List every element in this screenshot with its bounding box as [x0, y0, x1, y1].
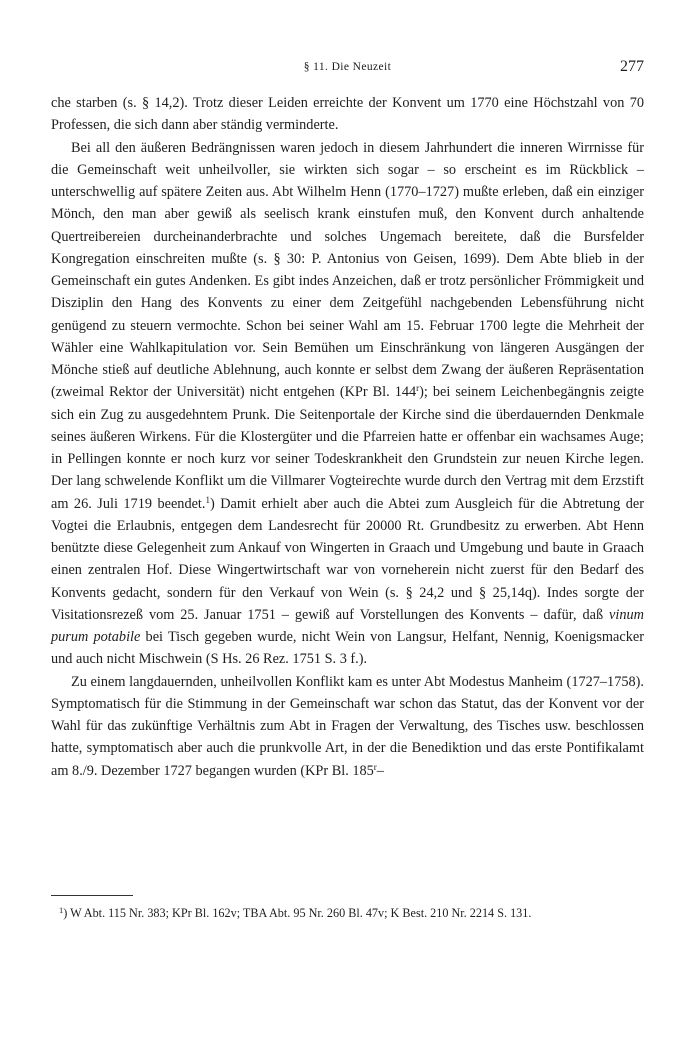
superscript: r — [416, 383, 420, 394]
text-fragment: – — [376, 762, 384, 779]
paragraph — [51, 137, 648, 671]
text-fragment: Bei all den äußeren Bedrängnissen waren jedoch in diesem Jahrhundert die inneren Wirrnisse für die Gemeinschaft weit unheilvoller, sie wirkten sich sogar – so erscheint es im Rückblick – unterschwellig auf spätere Zeiten aus. Abt Wilhelm Henn (1770–1727) mußte erleben, daß ein einziger Mönch, den man aber gewiß als seelisch krank einstufen muß, den Konvent durch anhaltende Quertreibereien durcheinanderbrachte und solches Ungemach bereitete, daß die Bursfelder Kongregation einschreiten mußte (s. § 30: P. Antonius von Geisen, 1699). Dem Abte blieb in der Gemeinschaft ein gutes Andenken. Es gibt indes Anzeichen, daß er trotz persönlicher Frömmigkeit und Disziplin den Hang des Konvents zu einer dem Zeitgefühl nachgebenden Lebensführung nicht genügend zu steuern vermochte. Schon bei seiner Wahl am 15. Februar 1700 legte die Mehrheit der Wähler eine Wahlkapitulation vor. Sein Bemühen um Einschränkung von längeren Ausgängen der Mönche stieß auf deutliche Ablehnung, auch konnte er selbst dem Zwang der äußeren Repräsentation (zweimal Rektor der Universität) nicht entgehen (KPr Bl. 144 — [51, 139, 648, 401]
superscript: v — [378, 906, 385, 920]
superscript: r — [373, 761, 377, 772]
text-fragment: che starben (s. § 14,2). Trotz dieser Leiden erreichte der Konvent um 1770 eine Höchstzahl von 70 Professen, die sich dann aber ständig verminderte. — [51, 95, 648, 134]
body-text — [51, 92, 648, 782]
page-header — [51, 58, 644, 82]
paragraph — [51, 92, 648, 137]
page-number: 277 — [620, 58, 644, 75]
paragraph — [51, 671, 648, 782]
text-fragment: Zu einem langdauernden, unheilvollen Konflikt kam es unter Abt Modestus Manheim (1727–1758). Symptomatisch für die Stimmung in der Gemeinschaft war schon das Statut, das der Konvent vor der Wahl für das zukünftige Verhältnis zum Abt in Fragen der Verwaltung, des Tisches usw. beschlossen hatte, symptomatisch aber auch die prunkvolle Art, in der die Benediktion und das erste Pontifikalamt am 8./9. Dezember 1727 begangen wurden (KPr Bl. 185 — [51, 673, 648, 779]
running-head: § 11. Die Neuzeit — [303, 61, 392, 73]
text-fragment: ) Damit erhielt aber auch die Abtei zum Ausgleich für die Abtretung der Vogtei die Erlaubnis, entgegen dem Landesrecht für 20000 Rt. Grundbesitz zu erwerben. Abt Henn benützte diese Gelegenheit zum Ankauf von Wingerten in Graach und Umgebung und baute in Graach einen zentralen Hof. Diese Wingertwirtschaft war von vorneherein nicht zuerst für den Bedarf des Konvents gedacht, sondern für den Verkauf von Wein (s. § 24,2 und § 25,14q). Indes sorgte der Visitationsrezeß vom 25. Januar 1751 – gewiß auf Vorstellungen des Konvents – dafür, daß — [51, 495, 648, 623]
text-fragment: ; TBA Abt. 95 Nr. 260 Bl. 47 — [236, 906, 379, 920]
footnote-divider — [51, 895, 133, 896]
footnote — [51, 904, 644, 923]
text-fragment: ); bei seinem Leichenbegängnis zeigte sich ein Zug zu ausgedehntem Prunk. Die Seitenportale der Kirche sind die überdauernden Denkmale seines äußeren Wirkens. Für die Klostergüter und die Pfarreien hatte er offenbar ein wachsames Auge; in Pellingen konnte er noch kurz vor seiner Todeskrankheit den Grundstein zur neuen Kirche legen. Der lang schwelende Konflikt um die Villmarer Vogteirechte wurde durch den Vertrag mit dem Erzstift am 26. Juli 1719 beendet. — [51, 384, 648, 512]
footnote-marker: 1 — [59, 905, 64, 915]
superscript: v — [230, 906, 237, 920]
footnote-text — [63, 906, 531, 920]
text-fragment: ; K Best. 210 Nr. 2214 S. 131. — [384, 906, 532, 920]
superscript: 1 — [205, 494, 210, 505]
italic-text: vinum purum potabile — [51, 606, 648, 645]
text-fragment: bei Tisch gegeben wurde, nicht Wein von Langsur, Helfant, Nennig, Koenigsmacker und auch nicht Mischwein (S Hs. 26 Rez. 1751 S. 3 f.). — [51, 629, 648, 668]
text-fragment: ) W Abt. 115 Nr. 383; KPr Bl. 162 — [63, 906, 231, 920]
